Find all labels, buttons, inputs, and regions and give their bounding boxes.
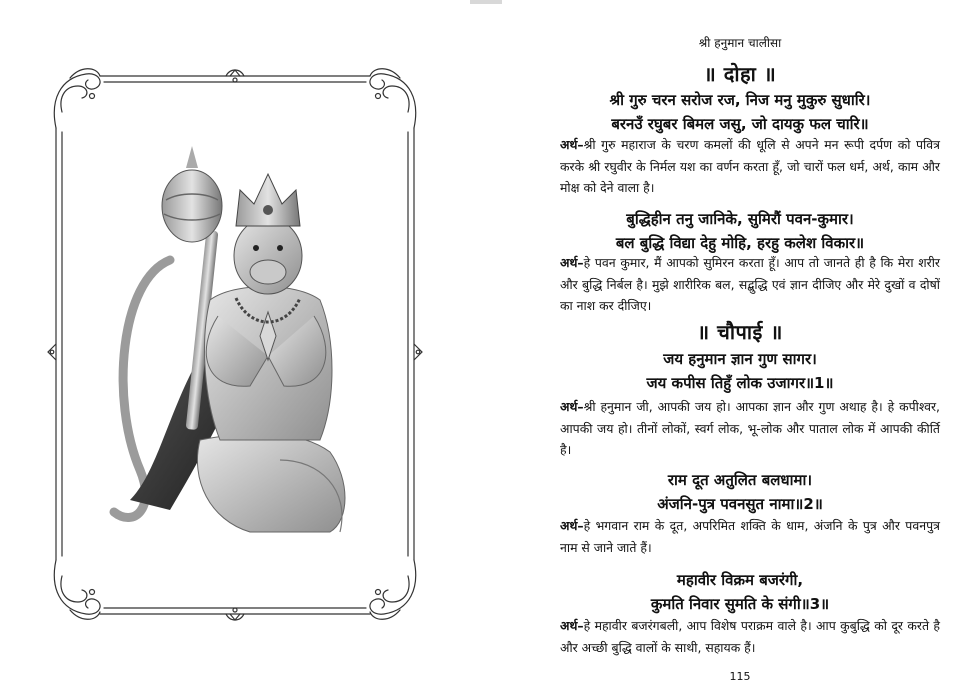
verse-line: जय कपीस तिहुँ लोक उजागर॥1॥ xyxy=(646,374,834,392)
verse-line: महावीर विक्रम बजरंगी, xyxy=(676,571,804,589)
hanuman-illustration xyxy=(100,140,370,560)
doha-verse-1 xyxy=(520,88,960,136)
corner-flourish-top-right xyxy=(370,69,416,128)
corner-flourish-bottom-right xyxy=(370,560,416,619)
chaupai-verse-1 xyxy=(520,347,960,395)
verse-line: बुद्धिहीन तनु जानिके, सुमिरौं पवन-कुमार। xyxy=(626,210,854,228)
doha-meaning-2 xyxy=(560,252,940,317)
chaupai-verse-2 xyxy=(520,468,960,516)
meaning-text: श्री हनुमान जी, आपकी जय हो। आपका ज्ञान और गुण अथाह है। हे कपीश्वर, आपकी जय हो। तीनों लोकों, स्वर्ग लोक, भू-लोक और पाताल लोक में आपकी कीर्ति है। xyxy=(560,399,940,457)
chaupai-meaning-1 xyxy=(560,396,940,461)
page-number: 115 xyxy=(729,670,751,683)
chaupai-meaning-2 xyxy=(560,515,940,558)
doha-heading: ॥ दोहा ॥ xyxy=(703,62,777,86)
corner-flourish-top-left xyxy=(54,69,100,128)
meaning-label: अर्थ– xyxy=(560,399,584,414)
chaupai-meaning-3 xyxy=(560,615,940,658)
corner-flourish-bottom-left xyxy=(54,560,100,619)
meaning-label: अर्थ– xyxy=(560,618,584,633)
meaning-label: अर्थ– xyxy=(560,137,584,152)
verse-line: बरनउँ रघुबर बिमल जसु, जो दायकु फल चारि॥ xyxy=(611,115,869,133)
running-head: श्री हनुमान चालीसा xyxy=(698,36,782,50)
verse-line: राम दूत अतुलित बलधामा। xyxy=(667,471,813,489)
doha-verse-2 xyxy=(520,207,960,255)
meaning-text: श्री गुरु महाराज के चरण कमलों की धूलि से अपने मन रूपी दर्पण को पवित्र करके श्री रघुवीर के निर्मल यश का वर्णन करता हूँ, जो चारों फल धर्म, अर्थ, काम और मोक्ष को देने वाला है। xyxy=(560,137,940,195)
left-page xyxy=(0,0,484,700)
chaupai-verse-3 xyxy=(520,568,960,616)
verse-line: कुमति निवार सुमति के संगी॥3॥ xyxy=(650,595,830,613)
right-page xyxy=(520,0,960,700)
verse-line: बल बुद्धि विद्या देहु मोहि, हरहु कलेश विकार॥ xyxy=(615,234,865,252)
meaning-text: हे भगवान राम के दूत, अपरिमित शक्ति के धाम, अंजनि के पुत्र और पवनपुत्र नाम से जाने जाते हैं। xyxy=(560,518,940,555)
verse-line: श्री गुरु चरन सरोज रज, निज मनु मुकुरु सुधारि। xyxy=(609,91,871,109)
edge-ornament-right xyxy=(414,344,422,360)
doha-meaning-1 xyxy=(560,134,940,199)
edge-ornament-left xyxy=(48,344,56,360)
meaning-label: अर्थ– xyxy=(560,518,584,533)
chaupai-heading: ॥ चौपाई ॥ xyxy=(697,320,783,344)
verse-line: जय हनुमान ज्ञान गुण सागर। xyxy=(663,350,817,368)
meaning-label: अर्थ– xyxy=(560,255,584,270)
meaning-text: हे महावीर बजरंगबली, आप विशेष पराक्रम वाले है। आप कुबुद्धि को दूर करते है और अच्छी बुद्धि वालों के साथी, सहायक हैं। xyxy=(560,618,940,655)
meaning-text: हे पवन कुमार, मैं आपको सुमिरन करता हूँ। आप तो जानते ही है कि मेरा शरीर और बुद्धि निर्बल है। मुझे शारीरिक बल, सद्बुद्धि एवं ज्ञान दीजिए और मेरे दुखों व दोषों का नाश कर दीजिए। xyxy=(560,255,940,313)
verse-line: अंजनि-पुत्र पवनसुत नामा॥2॥ xyxy=(657,495,823,513)
